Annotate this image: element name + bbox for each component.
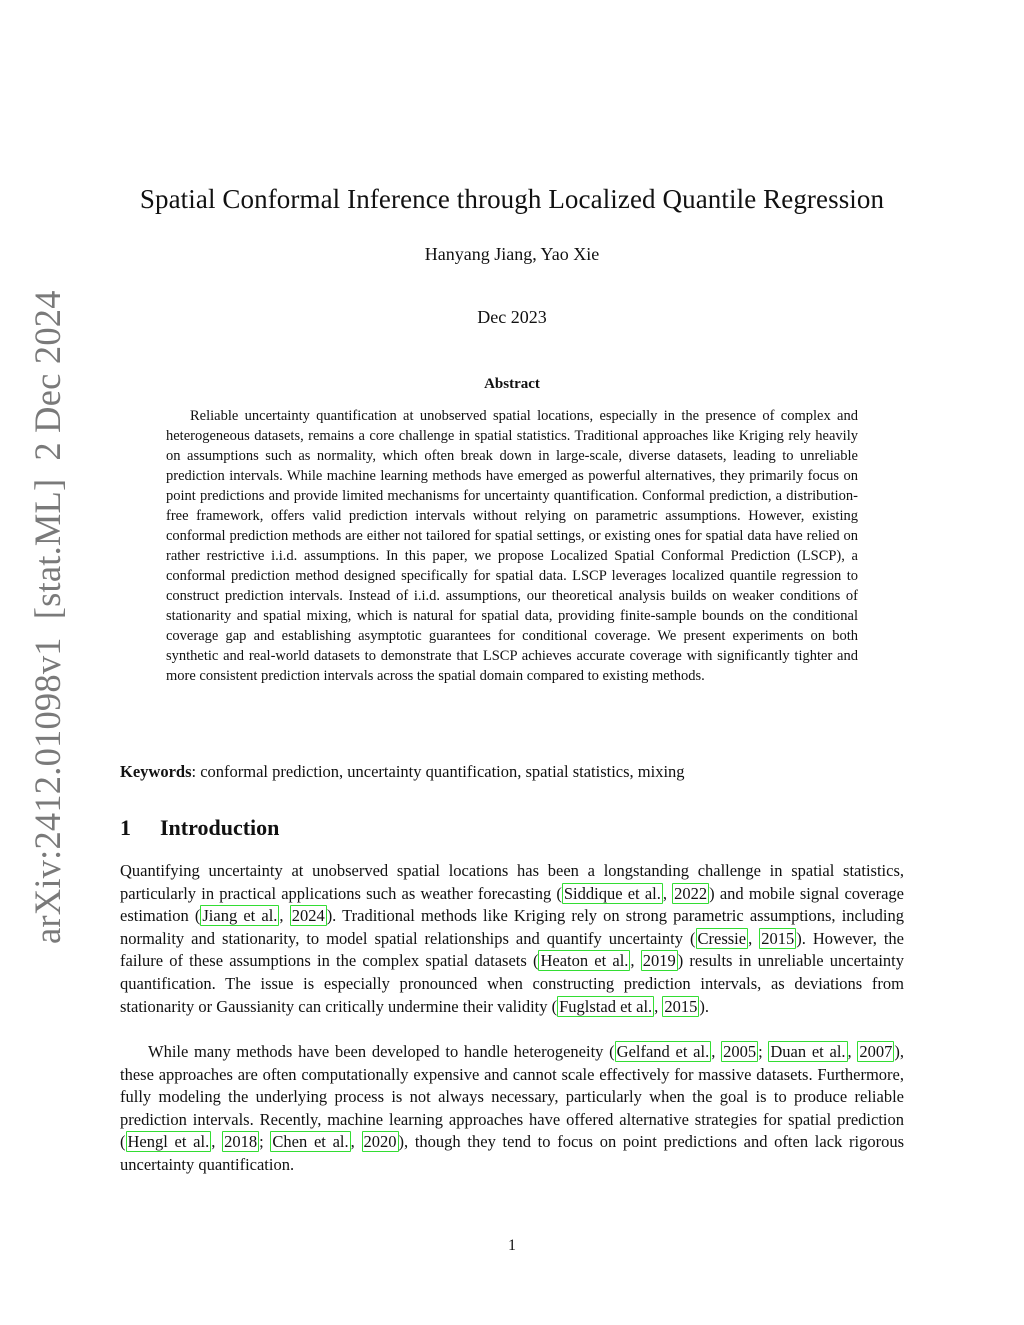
section-number: 1 [120,815,131,840]
section-title: Introduction [160,815,280,840]
paragraph-text: , [711,1042,722,1061]
citation-link[interactable]: Jiang et al. [202,906,278,926]
arxiv-date: 2 Dec 2024 [27,290,68,461]
paragraph-text: While many methods have been developed to handle heterogeneity ( [148,1042,615,1061]
citation-link[interactable]: 2015 [664,996,698,1016]
keywords-text: : conformal prediction, uncertainty quantification, spatial statistics, mixing [191,762,685,781]
paragraph-text: , [350,1132,362,1152]
citation-link[interactable]: 2005 [723,1042,757,1061]
paper-title: Spatial Conformal Inference through Localized Quantile Regression [139,184,885,214]
keywords-line [120,762,904,782]
paragraph-text: ) results in unreliable uncertainty quantification. The issue is especially pronounced when constructing prediction intervals, as deviations from stationarity or Gaussianity can critically undermine their validity ( [120,951,905,1016]
abstract-body: Reliable uncertainty quantification at unobserved spatial locations, especially in the presence of complex and heterogeneous datasets, remains a core challenge in spatial statistics. Traditional approaches like Kriging rely heavily on assumptions such as normality, which often break down in large-scale, diverse datasets, leading to unreliable prediction intervals. While machine learning methods have emerged as powerful alternatives, they primarily focus on point predictions and provide limited mechanisms for uncertainty quantification. Conformal prediction, a distribution-free framework, offers valid prediction intervals without relying on parametric assumptions. However, existing conformal prediction methods are either not tailored for spatial settings, or existing ones for spatial data have relied on rather restrictive i.i.d. assumptions. In this paper, we propose Localized Spatial Conformal Prediction (LSCP), a conformal prediction method designed specifically for spatial data. LSCP leverages localized quantile regression to construct prediction intervals. Instead of i.i.d. assumptions, our theoretical analysis builds on weaker conditions of stationarity and spatial mixing, which is natural for spatial data, providing finite-sample bounds on the conditional coverage gap and establishing asymptotic guarantees for conditional coverage. We present experiments on both synthetic and real-world datasets to demonstrate that LSCP achieves accurate coverage with significantly tighter and more consistent prediction intervals across the spatial domain compared to existing methods. [166,408,858,684]
section-heading [120,815,279,841]
page-number: 1 [508,1237,516,1254]
citation-link[interactable]: 2019 [642,951,676,971]
citation-link[interactable]: Chen et al. [272,1132,349,1152]
paragraph-text: Quantifying uncertainty at unobserved spatial locations has been a longstanding challenge in spatial statistics, particularly in practical applications such as weather forecasting ( [120,861,904,903]
paragraph-text: ), though they tend to focus on point predictions and often lack rigorous uncertainty quantification. [120,1132,905,1174]
paragraph-text: ), these approaches are often computationally expensive and cannot scale effectively for massive datasets. Furthermore, fully modeling the underlying process is not always necessary, particularly when the goal is to produce reliable prediction intervals. Recently, machine learning approaches have offered alternative strategies for spatial prediction ( [120,1042,905,1152]
citation-link[interactable]: Gelfand et al. [616,1042,710,1061]
paragraph-text: , [847,1042,858,1061]
paragraph-text: , [748,928,760,948]
paragraph-text: ; [758,1042,769,1061]
paragraph-text: ) and mobile signal coverage estimation ( [120,883,905,926]
paragraph-text: , [211,1132,223,1152]
paragraph-text: , [630,951,641,971]
paragraph-text: , [279,906,290,926]
citation-link[interactable]: 2015 [761,928,795,948]
citation-link[interactable]: 2018 [224,1132,258,1152]
arxiv-category: [stat.ML] [27,478,68,620]
citation-link[interactable]: 2024 [291,906,325,926]
citation-link[interactable]: Duan et al. [770,1042,846,1061]
intro-paragraph-2 [120,1041,904,1177]
citation-link[interactable]: 2022 [674,883,708,903]
keywords-label: Keywords [120,762,192,781]
paragraph-text: , [662,883,673,903]
paper-date: Dec 2023 [477,307,547,327]
paragraph-text: ). However, the failure of these assumptions in the complex spatial datasets ( [120,928,904,971]
arxiv-id: arXiv:2412.01098v1 [27,637,68,944]
paper-authors: Hanyang Jiang, Yao Xie [424,244,600,264]
citation-link[interactable]: Heaton et al. [540,951,629,971]
citation-link[interactable]: Siddique et al. [563,883,661,903]
paragraph-text: ). [699,996,710,1016]
intro-paragraph-1 [120,860,904,1018]
paragraph-text: , [654,996,663,1016]
citation-link[interactable]: Cressie [697,928,747,948]
paragraph-text: ). Traditional methods like Kriging rely on strong parametric assumptions, including normality and stationarity, to model spatial relationships and quantify uncertainty ( [120,906,905,948]
arxiv-stamp [26,272,69,944]
citation-link[interactable]: 2007 [859,1042,893,1061]
citation-link[interactable]: Hengl et al. [127,1132,210,1152]
citation-link[interactable]: Fuglstad et al. [559,996,653,1016]
paragraph-text: ; [259,1132,271,1152]
abstract-heading: Abstract [484,376,540,392]
citation-link[interactable]: 2020 [363,1132,397,1152]
